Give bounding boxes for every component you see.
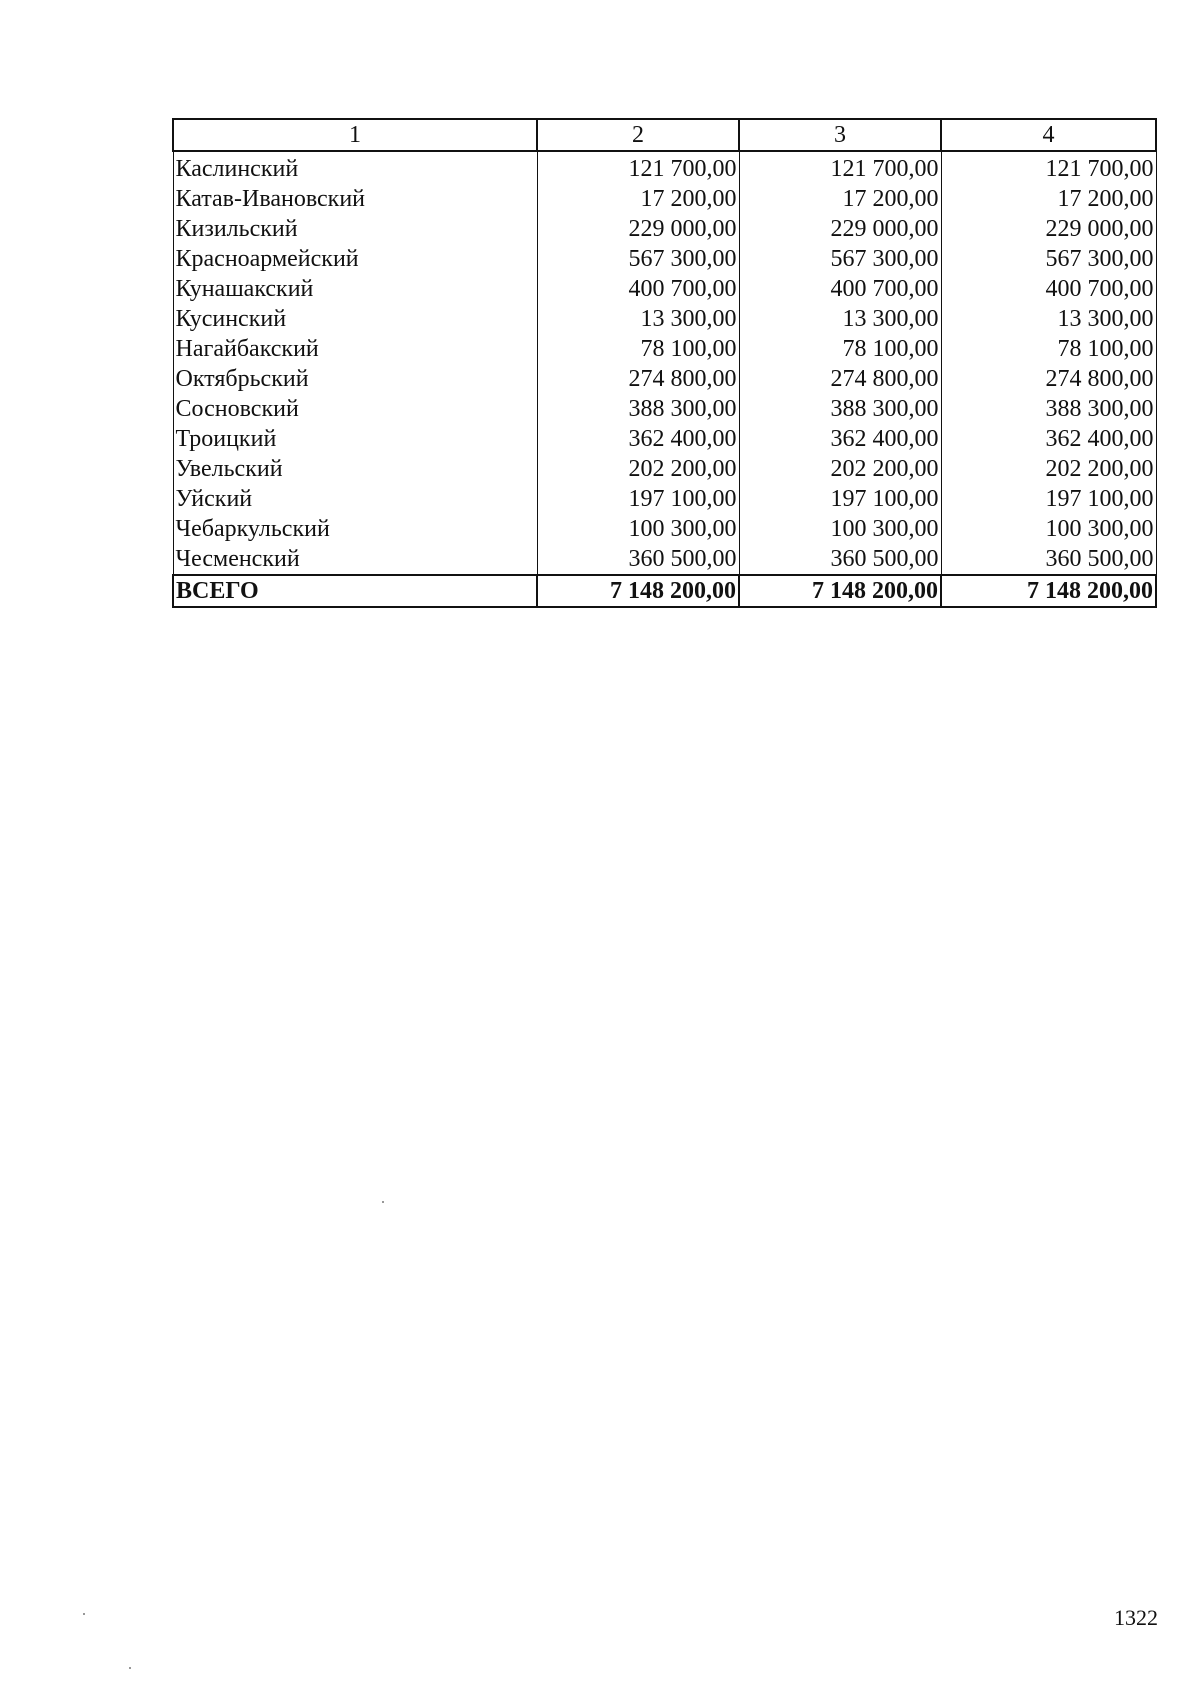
table-row — [173, 184, 1156, 214]
value-col2: 229 000,00 — [537, 214, 739, 244]
district-allocation-table — [172, 118, 1157, 608]
value-col3: 229 000,00 — [739, 214, 941, 244]
value-col4: 400 700,00 — [941, 274, 1156, 304]
district-name: Катав-Ивановский — [173, 184, 537, 214]
total-value-col3: 7 148 200,00 — [739, 575, 941, 607]
table-row — [173, 274, 1156, 304]
value-col3: 17 200,00 — [739, 184, 941, 214]
value-col2: 100 300,00 — [537, 514, 739, 544]
column-header-1: 1 — [173, 119, 537, 151]
value-col3: 274 800,00 — [739, 364, 941, 394]
value-col2: 197 100,00 — [537, 484, 739, 514]
value-col2: 362 400,00 — [537, 424, 739, 454]
district-name: Октябрьский — [173, 364, 537, 394]
table-row — [173, 424, 1156, 454]
value-col3: 197 100,00 — [739, 484, 941, 514]
value-col3: 360 500,00 — [739, 544, 941, 575]
value-col3: 100 300,00 — [739, 514, 941, 544]
table-row — [173, 394, 1156, 424]
value-col4: 229 000,00 — [941, 214, 1156, 244]
total-label: ВСЕГО — [173, 575, 537, 607]
district-name: Уйский — [173, 484, 537, 514]
table-footer — [173, 575, 1156, 607]
value-col2: 360 500,00 — [537, 544, 739, 575]
value-col4: 274 800,00 — [941, 364, 1156, 394]
value-col2: 567 300,00 — [537, 244, 739, 274]
column-header-4: 4 — [941, 119, 1156, 151]
value-col3: 400 700,00 — [739, 274, 941, 304]
district-name: Красноармейский — [173, 244, 537, 274]
value-col2: 13 300,00 — [537, 304, 739, 334]
value-col4: 13 300,00 — [941, 304, 1156, 334]
total-value-col2: 7 148 200,00 — [537, 575, 739, 607]
page-number: 1322 — [1114, 1605, 1158, 1630]
district-name: Чесменский — [173, 544, 537, 575]
value-col3: 78 100,00 — [739, 334, 941, 364]
value-col2: 78 100,00 — [537, 334, 739, 364]
table-row — [173, 334, 1156, 364]
value-col3: 121 700,00 — [739, 151, 941, 184]
district-name: Кунашакский — [173, 274, 537, 304]
value-col3: 362 400,00 — [739, 424, 941, 454]
scan-speck — [129, 1667, 131, 1669]
column-header-3: 3 — [739, 119, 941, 151]
scan-speck — [83, 1613, 85, 1615]
district-name: Чебаркульский — [173, 514, 537, 544]
value-col3: 202 200,00 — [739, 454, 941, 484]
value-col4: 100 300,00 — [941, 514, 1156, 544]
value-col4: 360 500,00 — [941, 544, 1156, 575]
scan-speck — [382, 1201, 384, 1203]
value-col3: 388 300,00 — [739, 394, 941, 424]
district-name: Каслинский — [173, 151, 537, 184]
district-name: Троицкий — [173, 424, 537, 454]
table-row — [173, 454, 1156, 484]
table-row — [173, 364, 1156, 394]
value-col4: 121 700,00 — [941, 151, 1156, 184]
table-row — [173, 151, 1156, 184]
value-col2: 274 800,00 — [537, 364, 739, 394]
value-col2: 202 200,00 — [537, 454, 739, 484]
table-row — [173, 244, 1156, 274]
value-col4: 197 100,00 — [941, 484, 1156, 514]
total-row — [173, 575, 1156, 607]
district-name: Сосновский — [173, 394, 537, 424]
table-body — [173, 151, 1156, 575]
table-row — [173, 484, 1156, 514]
header-row — [173, 119, 1156, 151]
value-col4: 202 200,00 — [941, 454, 1156, 484]
value-col4: 78 100,00 — [941, 334, 1156, 364]
table-header — [173, 119, 1156, 151]
district-name: Кусинский — [173, 304, 537, 334]
district-name: Нагайбакский — [173, 334, 537, 364]
district-name: Увельский — [173, 454, 537, 484]
column-header-2: 2 — [537, 119, 739, 151]
total-value-col4: 7 148 200,00 — [941, 575, 1156, 607]
table-row — [173, 514, 1156, 544]
table-row — [173, 544, 1156, 575]
value-col3: 567 300,00 — [739, 244, 941, 274]
value-col3: 13 300,00 — [739, 304, 941, 334]
value-col2: 17 200,00 — [537, 184, 739, 214]
value-col2: 388 300,00 — [537, 394, 739, 424]
table-row — [173, 304, 1156, 334]
district-name: Кизильский — [173, 214, 537, 244]
value-col4: 17 200,00 — [941, 184, 1156, 214]
value-col4: 567 300,00 — [941, 244, 1156, 274]
value-col2: 121 700,00 — [537, 151, 739, 184]
value-col4: 362 400,00 — [941, 424, 1156, 454]
value-col2: 400 700,00 — [537, 274, 739, 304]
value-col4: 388 300,00 — [941, 394, 1156, 424]
table-row — [173, 214, 1156, 244]
